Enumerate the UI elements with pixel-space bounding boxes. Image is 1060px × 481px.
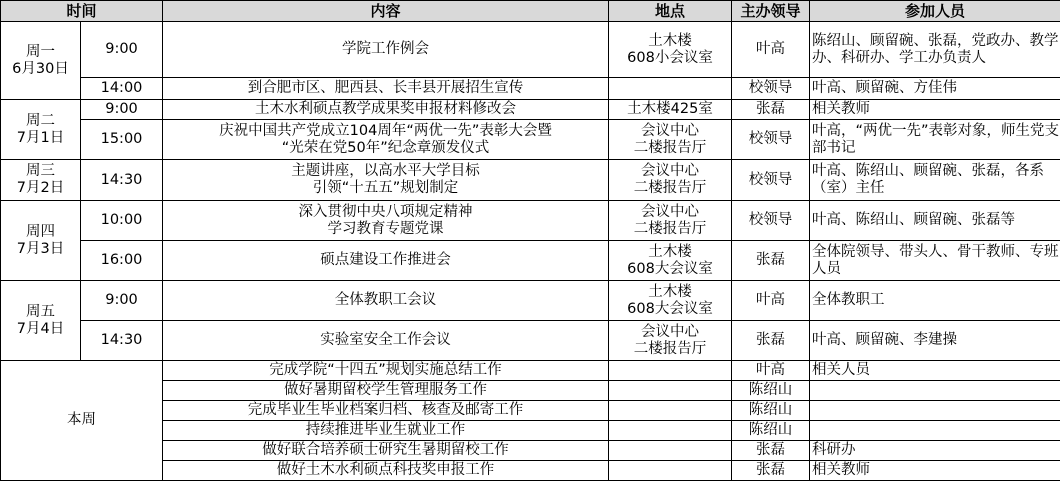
event-location-line: 土木楼 <box>648 32 692 49</box>
event-participants: 相关教师 <box>810 100 1060 120</box>
event-content-line: 全体教职工会议 <box>334 292 437 308</box>
event-content-line: 深入贯彻中央八项规定精神 <box>298 203 473 220</box>
header-participants: 参加人员 <box>810 1 1060 22</box>
task-content: 做好暑期留校学生管理服务工作 <box>163 381 609 401</box>
task-content: 做好土木水利硕点科技奖申报工作 <box>163 461 609 481</box>
event-time: 9:00 <box>81 100 163 120</box>
day-date: 7月1日 <box>16 129 65 146</box>
event-location <box>609 241 732 281</box>
event-leader: 校领导 <box>732 160 810 201</box>
event-leader: 校领导 <box>732 78 810 100</box>
table-row <box>1 321 1060 361</box>
event-content <box>163 201 609 241</box>
event-participants: 陈绍山、顾留碗、张磊，党政办、教学办、科研办、学工办负责人 <box>810 22 1060 78</box>
event-participants: 叶高、顾留碗、李建操 <box>810 321 1060 361</box>
event-location-line: 608大会议室 <box>627 260 713 277</box>
event-location-line: 608大会议室 <box>627 300 713 317</box>
event-location-line: 二楼报告厅 <box>633 139 707 156</box>
task-participants <box>810 381 1060 401</box>
event-content-line: 硕点建设工作推进会 <box>320 252 451 268</box>
task-participants <box>810 421 1060 441</box>
event-location <box>609 160 732 201</box>
event-location-line: 二楼报告厅 <box>633 180 707 196</box>
task-location <box>609 461 732 481</box>
event-content <box>163 160 609 201</box>
event-content-line: 学院工作例会 <box>342 41 430 57</box>
event-content-line: 学习教育专题党课 <box>327 220 444 237</box>
task-participants: 科研办 <box>810 441 1060 461</box>
event-participants: 叶高，“两优一先”表彰对象，师生党支部书记 <box>810 120 1060 160</box>
event-location-line: 二楼报告厅 <box>633 220 707 237</box>
event-leader: 叶高 <box>732 22 810 78</box>
event-content <box>163 78 609 100</box>
table-row <box>1 160 1060 201</box>
event-time: 10:00 <box>81 201 163 241</box>
event-content <box>163 281 609 321</box>
event-location-line: 会议中心 <box>641 163 700 179</box>
task-leader: 陈绍山 <box>732 381 810 401</box>
event-leader: 校领导 <box>732 120 810 160</box>
event-location-line: 二楼报告厅 <box>633 340 707 357</box>
event-location-line: 会议中心 <box>641 122 700 139</box>
event-location-line: 608小会议室 <box>627 49 713 66</box>
event-participants: 全体教职工 <box>810 281 1060 321</box>
task-location <box>609 381 732 401</box>
event-time: 9:00 <box>81 281 163 321</box>
task-participants: 相关人员 <box>810 361 1060 381</box>
header-leader: 主办领导 <box>732 1 810 22</box>
task-content: 持续推进毕业生就业工作 <box>163 421 609 441</box>
event-location <box>609 281 732 321</box>
task-location <box>609 401 732 421</box>
event-content-line: 引领“十五五”规划制定 <box>312 180 459 196</box>
event-time: 16:00 <box>81 241 163 281</box>
event-location <box>609 201 732 241</box>
day-name: 周五 <box>26 303 55 320</box>
event-location <box>609 78 732 100</box>
table-row <box>1 22 1060 78</box>
week-label: 本周 <box>1 361 163 481</box>
event-location <box>609 100 732 120</box>
table-row <box>1 100 1060 120</box>
event-location-line: 土木楼425室 <box>627 101 713 117</box>
header-time: 时间 <box>1 1 163 22</box>
event-content <box>163 100 609 120</box>
day-name: 周四 <box>26 223 55 240</box>
task-location <box>609 441 732 461</box>
day-name: 周一 <box>26 43 55 60</box>
event-content-line: 实验室安全工作会议 <box>320 332 451 348</box>
day-cell <box>1 22 81 100</box>
event-location-line: 土木楼 <box>648 283 692 300</box>
task-content: 完成学院“十四五”规划实施总结工作 <box>163 361 609 381</box>
task-location <box>609 421 732 441</box>
event-participants: 叶高、陈绍山、顾留碗、张磊，各系（室）主任 <box>810 160 1060 201</box>
day-date: 7月3日 <box>16 240 65 257</box>
day-date: 7月4日 <box>16 320 65 337</box>
task-participants: 相关教师 <box>810 461 1060 481</box>
day-cell <box>1 201 81 281</box>
task-content: 完成毕业生毕业档案归档、核查及邮寄工作 <box>163 401 609 421</box>
event-leader: 张磊 <box>732 321 810 361</box>
event-time: 14:00 <box>81 78 163 100</box>
day-name: 周二 <box>26 112 55 129</box>
task-leader: 张磊 <box>732 461 810 481</box>
day-cell <box>1 100 81 160</box>
table-row <box>1 281 1060 321</box>
table-row <box>1 361 1060 381</box>
event-content <box>163 22 609 78</box>
event-leader: 校领导 <box>732 201 810 241</box>
header-location: 地点 <box>609 1 732 22</box>
table-row <box>1 120 1060 160</box>
event-time: 15:00 <box>81 120 163 160</box>
event-participants: 叶高、陈绍山、顾留碗、张磊等 <box>810 201 1060 241</box>
event-location <box>609 321 732 361</box>
day-date: 6月30日 <box>12 60 69 77</box>
event-content <box>163 321 609 361</box>
header-content: 内容 <box>163 1 609 22</box>
event-content-line: 庆祝中国共产党成立104周年“两优一先”表彰大会暨 <box>219 122 552 139</box>
task-participants <box>810 401 1060 421</box>
day-cell <box>1 281 81 361</box>
day-cell <box>1 160 81 201</box>
table-row <box>1 78 1060 100</box>
event-content-line: 土木水利硕点教学成果奖申报材料修改会 <box>255 101 517 117</box>
day-name: 周三 <box>26 163 55 179</box>
task-location <box>609 361 732 381</box>
event-location <box>609 22 732 78</box>
table-row <box>1 241 1060 281</box>
table-row <box>1 201 1060 241</box>
event-leader: 叶高 <box>732 281 810 321</box>
header-row <box>1 1 1060 22</box>
event-leader: 张磊 <box>732 241 810 281</box>
event-content <box>163 241 609 281</box>
event-time: 14:30 <box>81 160 163 201</box>
event-time: 14:30 <box>81 321 163 361</box>
event-location <box>609 120 732 160</box>
day-date: 7月2日 <box>16 180 65 196</box>
event-time: 9:00 <box>81 22 163 78</box>
event-participants: 叶高、顾留碗、方佳伟 <box>810 78 1060 100</box>
event-participants: 全体院领导、带头人、骨干教师、专班人员 <box>810 241 1060 281</box>
event-leader: 张磊 <box>732 100 810 120</box>
event-content-line: “光荣在党50年”纪念章颁发仪式 <box>281 139 490 156</box>
task-leader: 陈绍山 <box>732 421 810 441</box>
event-content-line: 到合肥市区、肥西县、长丰县开展招生宣传 <box>247 80 524 96</box>
task-content: 做好联合培养硕士研究生暑期留校工作 <box>163 441 609 461</box>
event-content <box>163 120 609 160</box>
task-leader: 张磊 <box>732 441 810 461</box>
event-location-line: 会议中心 <box>641 323 700 340</box>
event-location-line: 土木楼 <box>648 243 692 260</box>
event-location-line: 会议中心 <box>641 203 700 220</box>
task-leader: 陈绍山 <box>732 401 810 421</box>
event-content-line: 主题讲座，以高水平大学目标 <box>291 163 480 179</box>
task-leader: 叶高 <box>732 361 810 381</box>
